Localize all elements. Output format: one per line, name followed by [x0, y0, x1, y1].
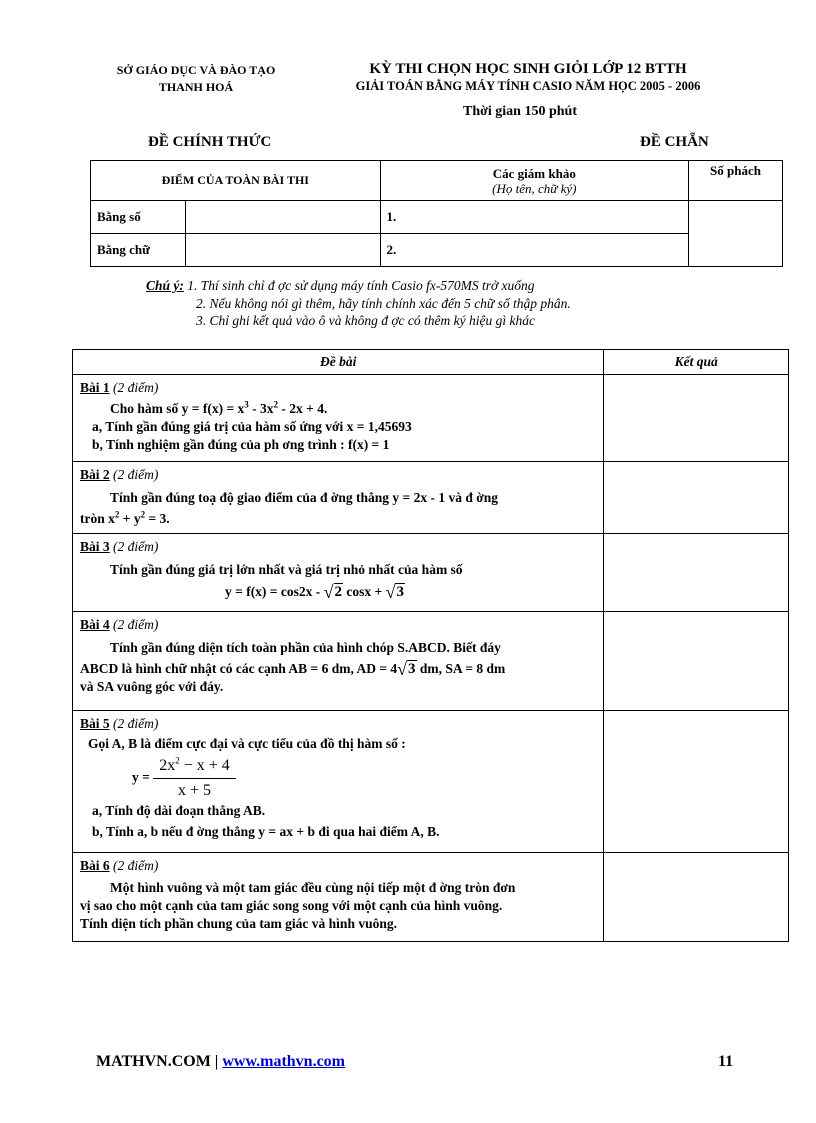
result-column-header: Kết quả [604, 350, 789, 375]
problem-5-line-1: Gọi A, B là điểm cực đại và cực tiểu của đồ thị hàm số : [88, 736, 406, 751]
problem-row-5 [73, 711, 789, 853]
exam-duration: Thời gian 150 phút [463, 104, 577, 119]
problem-4 [73, 612, 604, 711]
notes-label: Chú ý: [146, 278, 184, 293]
examiner-2-cell[interactable]: 2. [380, 234, 689, 267]
problem-5 [73, 711, 604, 853]
examiners-header [380, 161, 689, 201]
result-cell-4[interactable] [604, 612, 789, 711]
problem-3-formula: y = f(x) = cos2x - √2 cosx + √3 [225, 582, 404, 602]
score-header: ĐIỂM CỦA TOÀN BÀI THI [91, 161, 381, 201]
problems-table [72, 349, 789, 942]
sqrt-3: √3 [385, 582, 404, 602]
note-2: 2. Nếu không nói gì thêm, hãy tính chính xác đến 5 chữ số thập phân. [196, 295, 571, 311]
code-cell[interactable] [689, 201, 783, 267]
problem-1-points: (2 điểm) [113, 380, 159, 395]
note-3: 3. Chỉ ghi kết quả vào ô và không đ ợc có thêm ký hiệu gì khác [196, 313, 535, 328]
problem-3-line-1: Tính gần đúng giá trị lớn nhất và giá trị nhỏ nhất của hàm số [110, 562, 463, 577]
score-words-label: Bằng chữ [91, 234, 186, 267]
result-cell-5[interactable] [604, 711, 789, 853]
result-cell-1[interactable] [604, 375, 789, 462]
note-1-text: 1. Thí sinh chỉ đ ợc sử dụng máy tính Casio fx-570MS trở xuống [187, 278, 535, 293]
result-cell-3[interactable] [604, 534, 789, 612]
problem-6-title: Bài 6 [80, 858, 110, 873]
score-number-cell[interactable] [185, 201, 380, 234]
problem-1-line-3: b, Tính nghiệm gần đúng của ph ơng trình : f(x) = 1 [92, 437, 390, 452]
problem-1-line-1: Cho hàm số $y = f(x) = x^3 - 3x^2 - 2x + 4$. [110, 399, 328, 416]
examiners-title: Các giám khảo [492, 165, 576, 181]
footer-site-name: MATHVN.COM | [96, 1053, 223, 1070]
problem-4-line-1: Tính gần đúng diện tích toàn phần của hình chóp S.ABCD. Biết đáy [110, 640, 501, 655]
problem-row-3 [73, 534, 789, 612]
problem-4-line-3: và SA vuông góc với đáy. [80, 679, 224, 694]
examiner-1-cell[interactable]: 1. [380, 201, 689, 234]
problem-2-line-1: Tính gần đúng toạ độ giao điểm của đ ờng thẳng y = 2x - 1 và đ ờng [110, 490, 498, 505]
problem-3 [73, 534, 604, 612]
page-number: 11 [718, 1053, 734, 1070]
official-label: ĐỀ CHÍNH THỨC [148, 134, 272, 150]
department-header [96, 62, 296, 96]
problem-3-points: (2 điểm) [113, 539, 159, 554]
problem-1 [73, 375, 604, 462]
problem-5-points: (2 điểm) [113, 716, 159, 731]
problem-5-line-4: b, Tính a, b nếu đ ờng thẳng y = ax + b đi qua hai điểm A, B. [92, 824, 440, 839]
footer-link[interactable]: www.mathvn.com [222, 1053, 345, 1070]
footer-site [96, 1053, 345, 1071]
problem-row-1 [73, 375, 789, 462]
problem-row-6 [73, 853, 789, 942]
problem-6-line-2: vị sao cho một cạnh của tam giác song song với một cạnh của hình vuông. [80, 898, 503, 913]
code-header: Số phách [689, 161, 783, 201]
score-table [90, 160, 783, 267]
problem-5-title: Bài 5 [80, 716, 110, 731]
exam-title: KỲ THI CHỌN HỌC SINH GIỎI LỚP 12 BTTH [369, 61, 687, 77]
department-line-1: SỞ GIÁO DỤC VÀ ĐÀO TẠO [116, 63, 276, 77]
problem-2 [73, 462, 604, 534]
problem-2-points: (2 điểm) [113, 467, 159, 482]
problem-5-line-3: a, Tính độ dài đoạn thẳng AB. [92, 803, 266, 818]
problem-1-line-2: a, Tính gần đúng giá trị của hàm số ứng với x = 1,45693 [92, 419, 412, 434]
problem-2-line-2: tròn $x^2 + y^2 = 3$. [80, 509, 170, 526]
exam-subtitle: GIẢI TOÁN BẰNG MÁY TÍNH CASIO NĂM HỌC 2005 - 2006 [355, 79, 701, 93]
department-line-2: THANH HOÁ [158, 80, 234, 94]
score-number-label: Bằng số [91, 201, 186, 234]
problem-1-title: Bài 1 [80, 380, 110, 395]
sqrt-3-b: √3 [397, 659, 416, 679]
problem-6 [73, 853, 604, 942]
problem-4-points: (2 điểm) [113, 617, 159, 632]
problem-row-2 [73, 462, 789, 534]
problem-4-title: Bài 4 [80, 617, 110, 632]
problem-5-formula: y = $\frac{2x^2 - x + 4}{x + 5}$ [80, 757, 596, 800]
problem-3-title: Bài 3 [80, 539, 110, 554]
sqrt-2: √2 [323, 582, 343, 602]
fraction: $\frac{2x^2 - x + 4}{x + 5}$ [153, 757, 236, 800]
note-1 [146, 277, 571, 295]
problem-6-line-1: Một hình vuông và một tam giác đều cùng nội tiếp một đ ờng tròn đơn [110, 880, 516, 895]
problem-6-points: (2 điểm) [113, 858, 159, 873]
variant-label: ĐỀ CHẴN [640, 134, 709, 150]
notes [146, 277, 571, 330]
problem-column-header: Đề bài [73, 350, 604, 375]
examiners-subtitle: (Họ tên, chữ ký) [492, 180, 577, 196]
result-cell-2[interactable] [604, 462, 789, 534]
problem-row-4 [73, 612, 789, 711]
problem-2-title: Bài 2 [80, 467, 110, 482]
exam-header [318, 60, 738, 95]
problem-4-line-2: ABCD là hình chữ nhật có các cạnh AB = 6 dm, AD = 4√3 dm, SA = 8 dm [80, 659, 506, 679]
score-words-cell[interactable] [185, 234, 380, 267]
result-cell-6[interactable] [604, 853, 789, 942]
problem-6-line-3: Tính diện tích phần chung của tam giác và hình vuông. [80, 916, 397, 931]
